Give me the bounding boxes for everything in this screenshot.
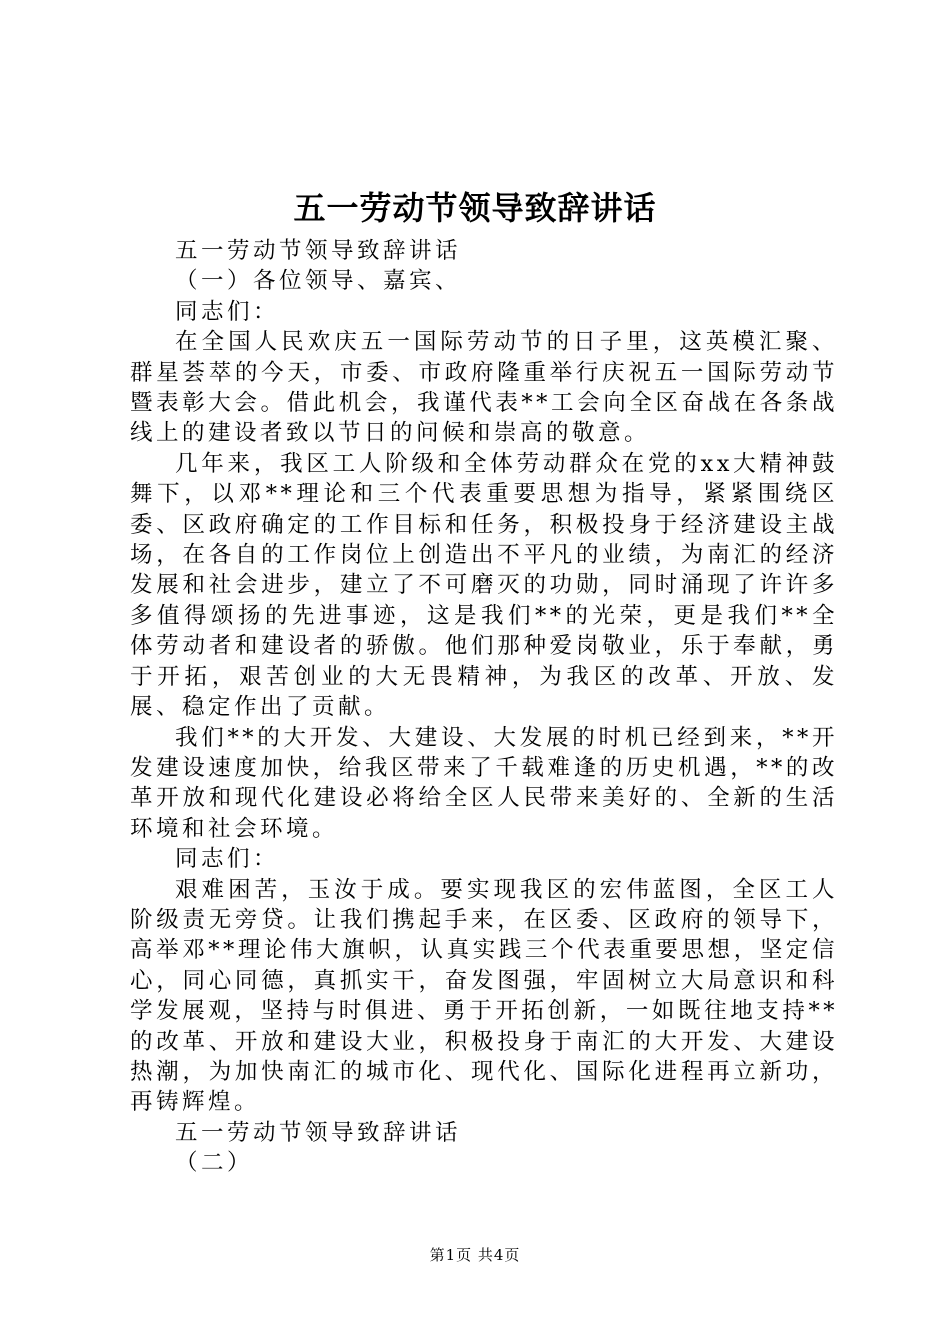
body-paragraph: 我们**的大开发、大建设、大发展的时机已经到来，**开发建设速度加快，给我区带来了千载难逢的历史机遇，**的改革开放和现代化建设必将给全区人民带来美好的、全新的生活环境和社会环境。 bbox=[130, 724, 838, 842]
page-footer: 第1页 共4页 bbox=[429, 1246, 521, 1264]
document-body bbox=[130, 236, 838, 1179]
body-paragraph: 同志们： bbox=[175, 846, 280, 873]
body-paragraph: 同志们： bbox=[175, 298, 280, 325]
body-paragraph: 五一劳动节领导致辞讲话 bbox=[175, 1119, 462, 1146]
body-paragraph: 几年来，我区工人阶级和全体劳动群众在党的xx大精神鼓舞下，以邓**理论和三个代表重要思想为指导，紧紧围绕区委、区政府确定的工作目标和任务，积极投身于经济建设主战场，在各自的工作岗位上创造出不平凡的业绩，为南汇的经济发展和社会进步，建立了不可磨灭的功勋，同时涌现了许许多多值得颂扬的先进事迹，这是我们**的光荣，更是我们**全体劳动者和建设者的骄傲。他们那种爱岗敬业，乐于奉献，勇于开拓，艰苦创业的大无畏精神，为我区的改革、开放、发展、稳定作出了贡献。 bbox=[130, 450, 838, 721]
body-paragraph: （一）各位领导、嘉宾、 bbox=[175, 268, 462, 295]
document-title: 五一劳动节领导致辞讲话 bbox=[293, 189, 657, 227]
body-paragraph: 在全国人民欢庆五一国际劳动节的日子里，这英模汇聚、群星荟萃的今天，市委、市政府隆重举行庆祝五一国际劳动节暨表彰大会。借此机会，我谨代表**工会向全区奋战在各条战线上的建设者致以节日的问候和崇高的敬意。 bbox=[130, 329, 838, 447]
body-paragraph: 五一劳动节领导致辞讲话 bbox=[175, 238, 462, 264]
body-paragraph: 艰难困苦，玉汝于成。要实现我区的宏伟蓝图，全区工人阶级责无旁贷。让我们携起手来，在区委、区政府的领导下，高举邓**理论伟大旗帜，认真实践三个代表重要思想，坚定信心，同心同德，真抓实干，奋发图强，牢固树立大局意识和科学发展观，坚持与时俱进、勇于开拓创新，一如既往地支持**的改革、开放和建设大业，积极投身于南汇的大开发、大建设热潮，为加快南汇的城市化、现代化、国际化进程再立新功，再铸辉煌。 bbox=[130, 876, 838, 1116]
body-paragraph: （二） bbox=[175, 1150, 254, 1177]
